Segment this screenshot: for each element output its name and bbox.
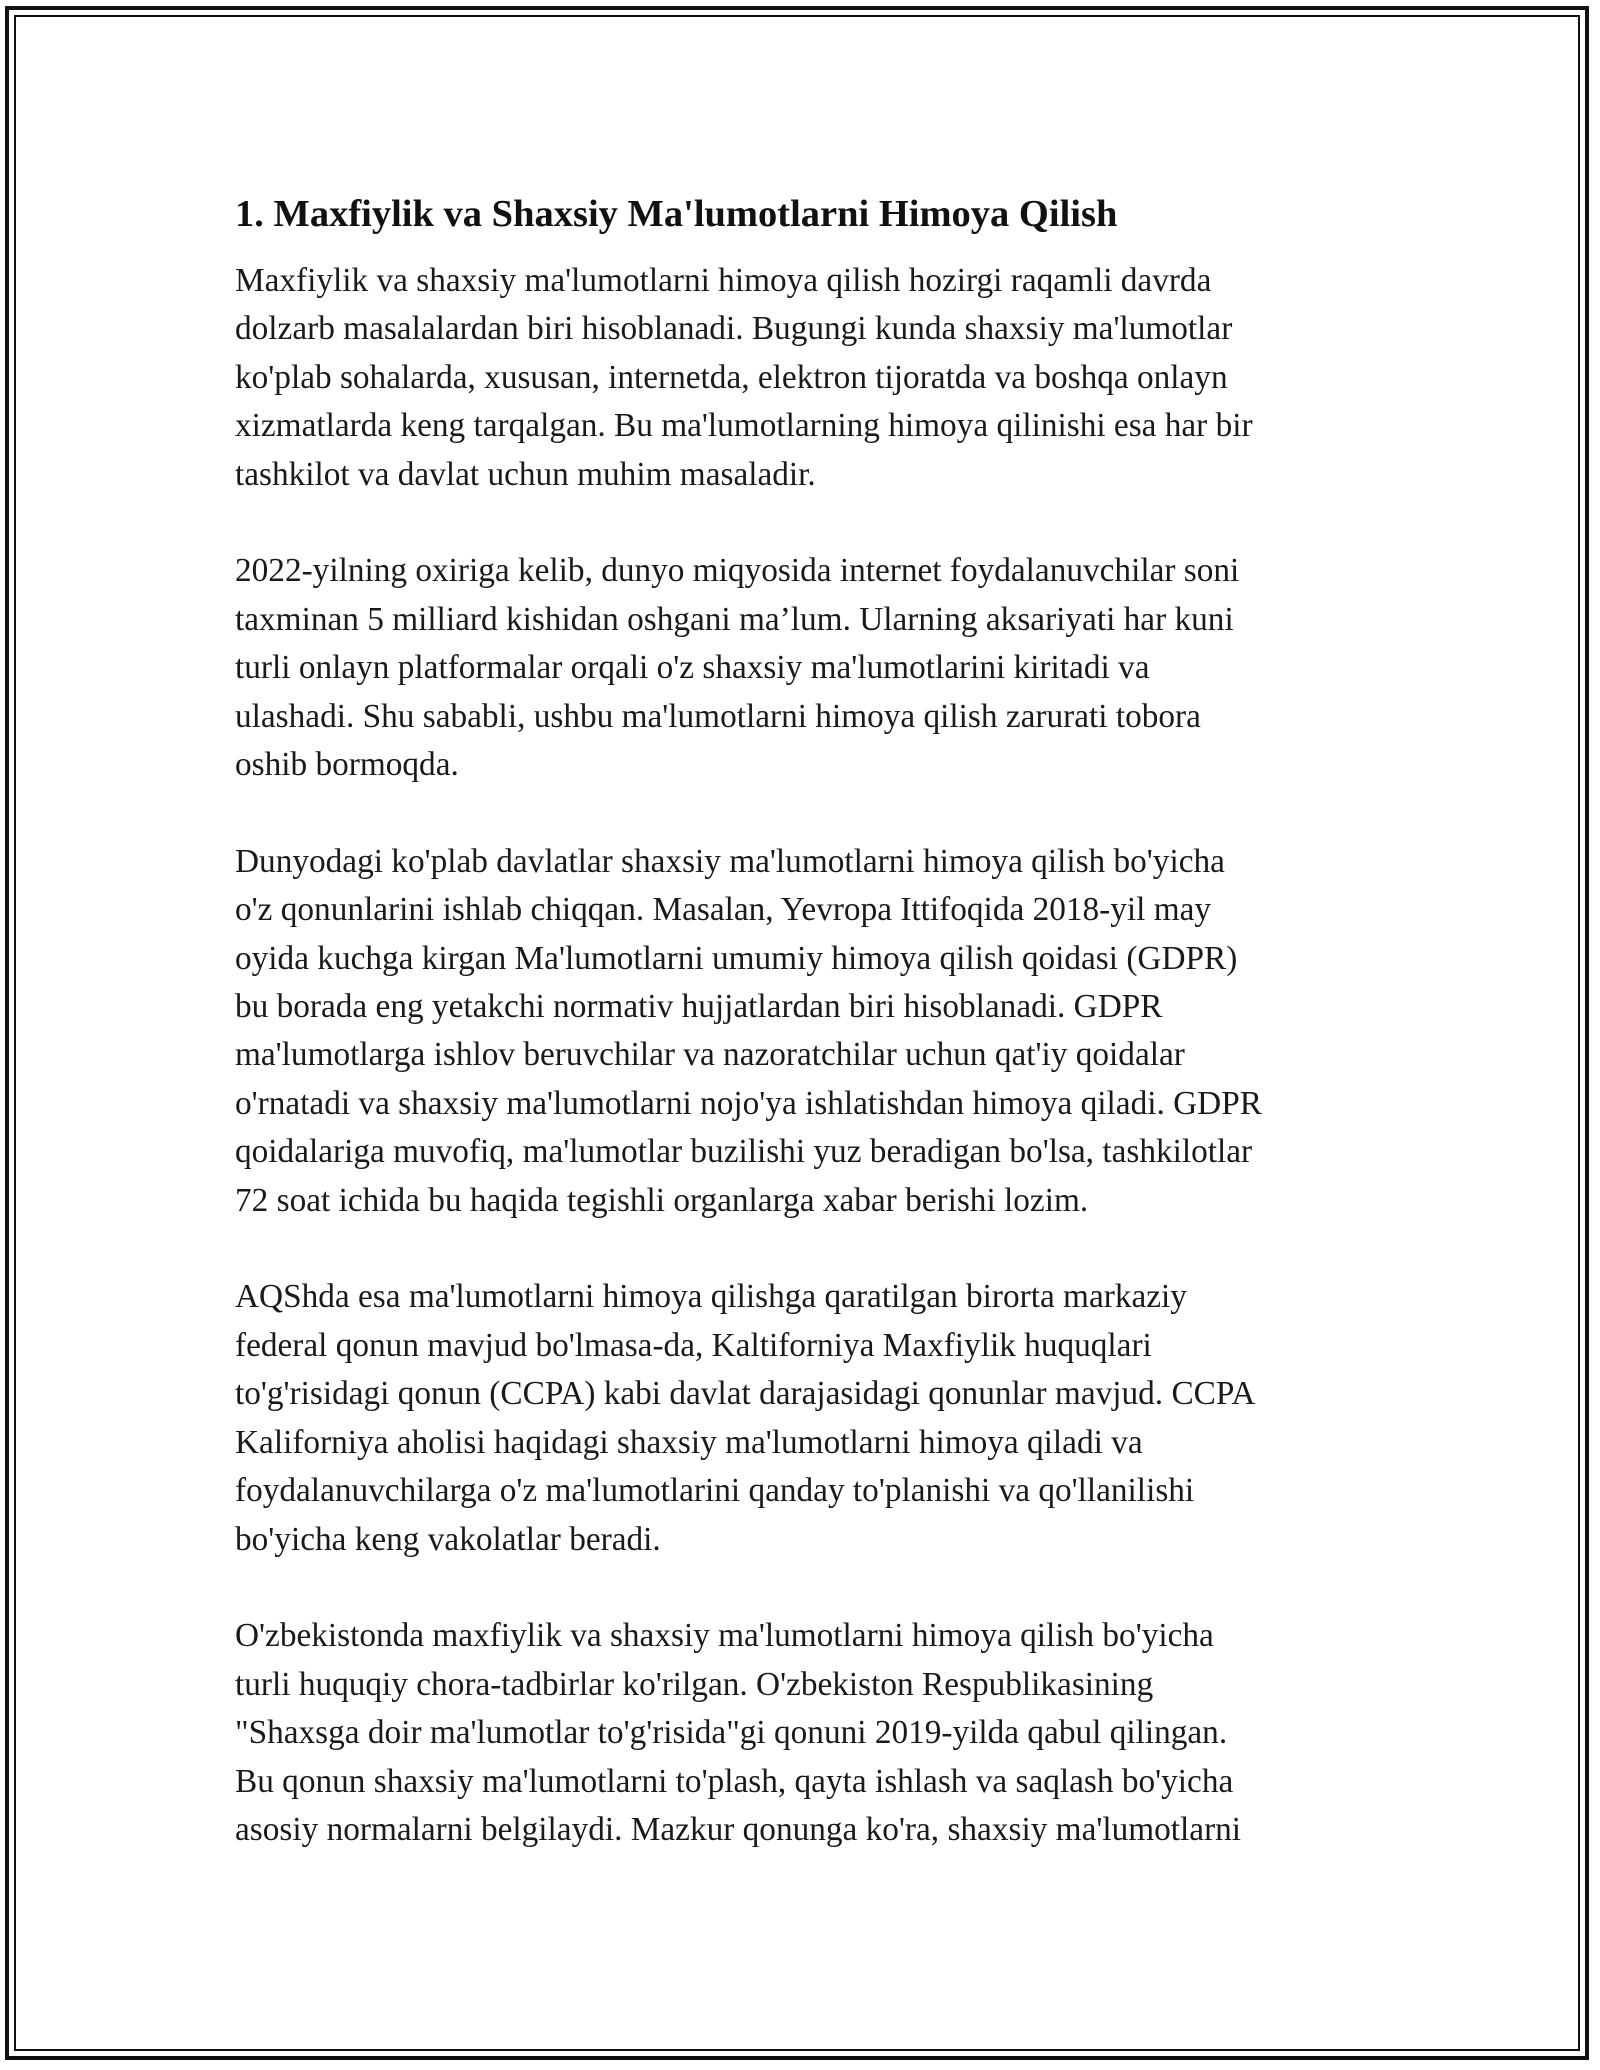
text-line: xizmatlarda keng tarqalgan. Bu ma'lumotlarning himoya qilinishi esa har bir [235, 407, 1253, 445]
text-line: oyida kuchga kirgan Ma'lumotlarni umumiy himoya qilish qoidasi (GDPR) [235, 939, 1238, 977]
text-line: bu borada eng yetakchi normativ hujjatlardan biri hisoblanadi. GDPR [235, 988, 1163, 1026]
text-line: Bu qonun shaxsiy ma'lumotlarni to'plash, qayta ishlash va saqlash bo'yicha [235, 1762, 1234, 1800]
paragraph-3 [235, 838, 1375, 1225]
text-line: federal qonun mavjud bo'lmasa-da, Kaltiforniya Maxfiylik huquqlari [235, 1326, 1152, 1364]
text-line: foydalanuvchilarga o'z ma'lumotlarini qanday to'planishi va qo'llanilishi [235, 1472, 1195, 1510]
text-line: o'rnatadi va shaxsiy ma'lumotlarni nojo'ya ishlatishdan himoya qiladi. GDPR [235, 1084, 1262, 1122]
document-body [235, 186, 1375, 1903]
text-line: tashkilot va davlat uchun muhim masaladir. [235, 455, 816, 493]
text-line: dolzarb masalalardan biri hisoblanadi. Bugungi kunda shaxsiy ma'lumotlar [235, 310, 1233, 348]
text-line: O'zbekistonda maxfiylik va shaxsiy ma'lumotlarni himoya qilish bo'yicha [235, 1617, 1214, 1655]
text-line: 2022-yilning oxiriga kelib, dunyo miqyosida internet foydalanuvchilar soni [235, 552, 1240, 590]
text-line: ko'plab sohalarda, xususan, internetda, elektron tijoratda va boshqa onlayn [235, 358, 1228, 396]
text-line: Maxfiylik va shaxsiy ma'lumotlarni himoya qilish hozirgi raqamli davrda [235, 262, 1212, 299]
text-line: Kaliforniya aholisi haqidagi shaxsiy ma'lumotlarni himoya qiladi va [235, 1423, 1143, 1461]
text-line: asosiy normalarni belgilaydi. Mazkur qonunga ko'ra, shaxsiy ma'lumotlarni [235, 1810, 1242, 1848]
text-line: ma'lumotlarga ishlov beruvchilar va nazoratchilar uchun qat'iy qoidalar [235, 1036, 1185, 1074]
text-line: Dunyodagi ko'plab davlatlar shaxsiy ma'lumotlarni himoya qilish bo'yicha [235, 842, 1225, 880]
text-line: qoidalariga muvofiq, ma'lumotlar buzilishi yuz beradigan bo'lsa, tashkilotlar [235, 1133, 1253, 1171]
paragraph-1 [235, 257, 1375, 499]
text-line: ulashadi. Shu sababli, ushbu ma'lumotlarni himoya qilish zarurati tobora [235, 697, 1201, 735]
text-line: "Shaxsga doir ma'lumotlar to'g'risida"gi qonuni 2019-yilda qabul qilingan. [235, 1714, 1228, 1752]
text-line: turli onlayn platformalar orqali o'z shaxsiy ma'lumotlarini kiritadi va [235, 649, 1150, 687]
text-line: turli huquqiy chora-tadbirlar ko'rilgan. O'zbekiston Respublikasining [235, 1665, 1154, 1703]
section-title: 1. Maxfiylik va Shaxsiy Ma'lumotlarni Himoya Qilish [235, 193, 1118, 235]
text-line: bo'yicha keng vakolatlar beradi. [235, 1520, 661, 1558]
text-line: 72 soat ichida bu haqida tegishli organlarga xabar berishi lozim. [235, 1181, 1089, 1219]
text-line: taxminan 5 milliard kishidan oshgani ma’lum. Ularning aksariyati har kuni [235, 600, 1234, 638]
text-line: o'z qonunlarini ishlab chiqqan. Masalan, Yevropa Ittifoqida 2018-yil may [235, 891, 1212, 929]
text-line: oshib bormoqda. [235, 746, 459, 784]
text-line: to'g'risidagi qonun (CCPA) kabi davlat darajasidagi qonunlar mavjud. CCPA [235, 1375, 1256, 1413]
paragraph-5 [235, 1612, 1375, 1854]
paragraph-2 [235, 547, 1375, 789]
paragraph-4 [235, 1273, 1375, 1563]
text-line: AQShda esa ma'lumotlarni himoya qilishga qaratilgan birorta markaziy [235, 1278, 1187, 1316]
